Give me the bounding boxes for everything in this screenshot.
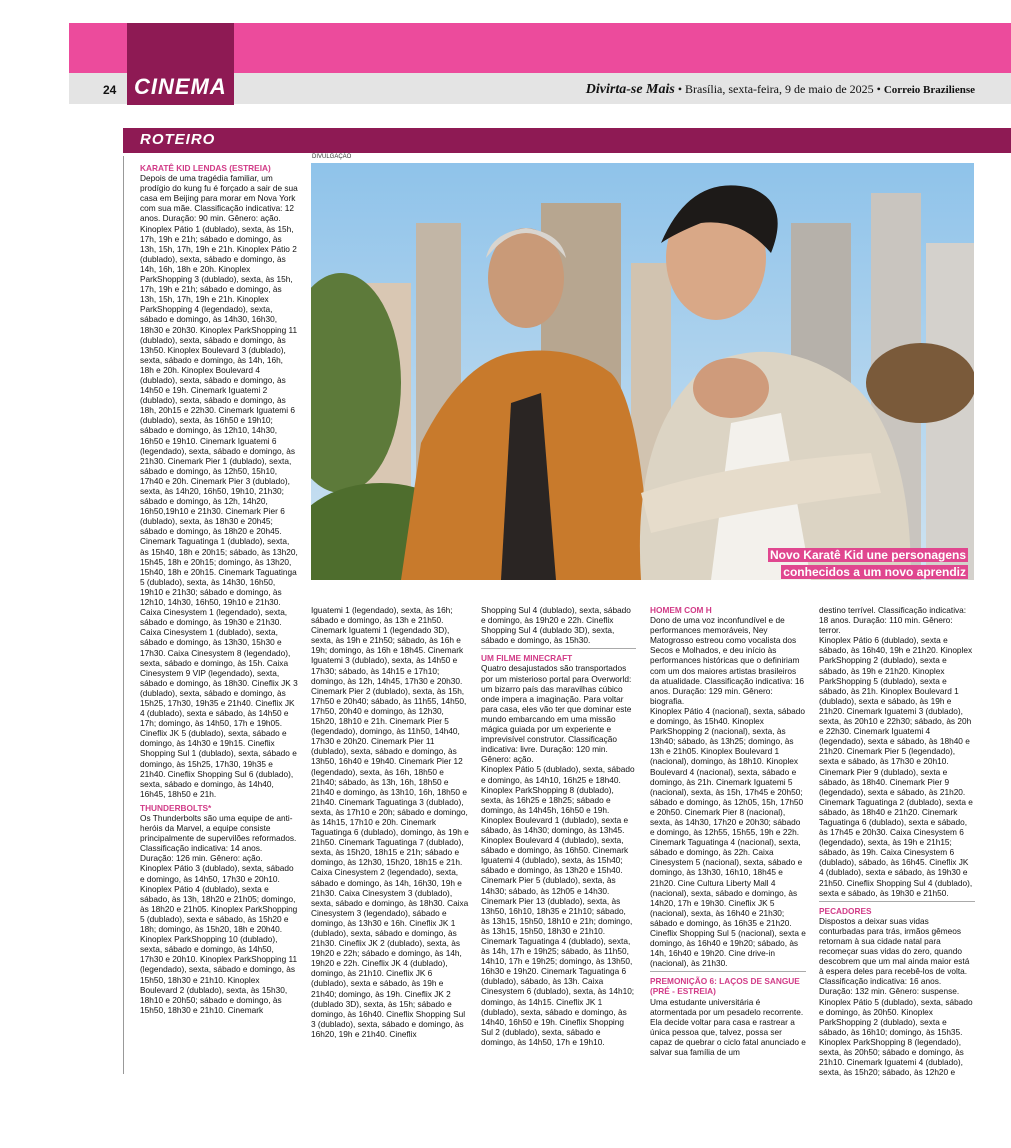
movie-synopsis: destino terrível. Classificação indicativa: 18 anos. Duração: 110 min. Gênero: terror. <box>819 605 967 636</box>
karate-kid-photo <box>311 163 974 580</box>
bullet: • <box>677 82 686 96</box>
caption-line-1: Novo Karatê Kid une personagens <box>769 548 966 562</box>
divider <box>819 901 975 902</box>
movie-sessions: Kinoplex Pátio 5 (dublado), sexta, sábado e domingo, às 14h10, 16h25 e 18h40. Kinoplex ParkShopping 8 (dublado), sexta, às 16h25 e 18h25; sábado e domingo, às 14h45h, 16h50 e 19h. Kinoplex Boulevard 1 (dublado), sexta e sábado, às 14h30; domingo, às 13h45. Kinoplex Boulevard 4 (dublado), sexta, sábado e domingo, às 16h50. Cinemark Iguatemi 4 (dublado), sexta, às 15h40; sábado e domingo, às 13h20 e 15h40. Cinemark Pier 5 (dublado), sexta, às 14h30; sábado, às 12h05 e 14h30. Cinemark Pier 13 (dublado), sexta, às 13h50, 16h10, 18h35 e 21h10; sábado, às 13h15, 15h50, 18h10 e 21h; domingo, às 13h15, 15h50, 18h30 e 21h10. Cinemark Taguatinga 4 (dublado), sexta, às 14h, 17h e 19h25; sábado, às 11h50, 14h10, 17h e 19h25; domingo, às 13h50, 16h30 e 19h20. Cinemark Taguatinga 6 (dublado), sábado, às 13h. Caixa Cinesystem 6 (dublado), sexta, às 14h10; domingo, às 14h15. Cineflix JK 1 (dublado), sexta, sábado e domingo, às 14h40, 16h50 e 19h. Cineflix Shopping Sul 2 (dublado), sexta, sábado e domingo, às 14h50, 17h e 19h10. <box>481 764 635 1047</box>
movie-sessions: Kinoplex Pátio 6 (dublado), sexta e sábado, às 16h40, 19h e 21h20. Kinoplex ParkShopping 2 (dublado), sexta e sábado, às 19h e 21h20. Kinoplex ParkShopping 5 (dublado), sexta e sábado, às 21h. Kinoplex Boulevard 1 (dublado), sexta e sábado, às 19h e 21h20. Cinemark Iguatemi 3 (dublado), sexta, às 20h10 e 22h30; sábado, às 20h e 22h30. Cinemark Iguatemi 4 (legendado), sexta e sábado, às 18h40 e 21h20. Cinemark Pier 5 (legendado), sexta e sábado, às 17h30 e 20h10. Cinemark Pier 9 (dublado), sexta e sábado, às 18h40. Cinemark Pier 9 (legendado), sexta e sábado, às 21h20. Cinemark Taguatinga 2 (dublado), sexta e sábado, às 18h40 e 21h20. Cinemark Taguatinga 6 (dublado), sexta e sábado, às 17h45 e 20h30. Caixa Cinesystem 6 (legendado), sexta, às 19h e 21h15; sábado, às 19h. Caixa Cinesystem 6 (dublado), sábado, às 16h45. Cineflix JK 4 (dublado), sexta e sábado, às 19h30 e 21h50. Cineflix Shopping Sul 4 (dublado), sexta e sábado, às 19h30 e 21h50. <box>819 635 973 898</box>
movie-synopsis: Depois de uma tragédia familiar, um prodígio do kung fu é forçado a sair de sua casa em Beijing para morar em Nova York com sua mãe. Classificação indicativa: 12 anos. Duração: 90 min. Gênero: ação. <box>140 173 298 224</box>
dateline: Brasília, sexta-feira, 9 de maio de 2025 <box>685 82 874 96</box>
page-number: 24 <box>103 83 117 97</box>
movie-sessions: Kinoplex Pátio 4 (nacional), sexta, sábado e domingo, às 15h40. Kinoplex ParkShopping 2 (nacional), sexta, às 13h40; sábado, às 13h25; domingo, às 13h e 21h05. Kinoplex Boulevard 1 (nacional), domingo, às 18h10. Kinoplex Boulevard 4 (nacional), sexta, sábado e domingo, às 21h. Cinemark Iguatemi 5 (nacional), sexta, às 15h, 17h45 e 20h50; sábado e domingo, às 12h05, 15h, 17h50 e 20h50. Cinemark Pier 8 (nacional), sexta, às 14h30, 17h20 e 20h30; sábado e domingo, às 12h55, 15h55, 19h e 22h. Cinemark Taguatinga 4 (nacional), sexta, sábado e domingo, às 22h. Caixa Cinesystem 5 (nacional), sexta, sábado e domingo, às 13h30, 16h10, 18h45 e 21h20. Cine Cultura Liberty Mall 4 (nacional), sexta, sábado e domingo, às 14h20, 17h e 19h30. Cineflix JK 5 (nacional), sexta, às 16h40 e 21h30; sábado e domingo, às 16h35 e 21h20. Cineflix Shopping Sul 5 (nacional), sexta e domingo, às 16h40 e 19h20; sábado, às 14h, 16h40 e 19h20. Cine drive-in (nacional), às 21h30. <box>650 705 806 969</box>
movie-sessions: Kinoplex Pátio 1 (dublado), sexta, às 15h, 17h, 19h e 21h; sábado e domingo, às 13h, 15h, 17h, 19h e 21h. Kinoplex Pátio 2 (dublado), sexta, sábado e domingo, às 14h, 16h, 18h e 20h. Kinoplex ParkShopping 3 (dublado), sexta, às 15h, 17h, 19h e 21h; sábado e domingo, às 13h, 15h, 17h, 19h e 21h. Kinoplex ParkShopping 4 (legendado), sexta, sábado e domingo, às 14h30, 16h30, 18h30 e 20h30. Kinoplex ParkShopping 11 (dublado), sexta, sábado e domingo, às 13h50. Kinoplex Boulevard 3 (dublado), sexta, sábado e domingo, às 14h, 16h, 18h e 20h. Kinoplex Boulevard 4 (dublado), sexta, sábado e domingo, às 14h50 e 19h. Cinemark Iguatemi 2 (dublado), sexta, sábado e domingo, às 18h, 20h15 e 22h30. Cinemark Iguatemi 6 (dublado), sexta, às 16h50 e 19h10; sábado e domingo, às 12h10, 14h30, 16h50 e 19h10. Cinemark Iguatemi 6 (legendado), sexta, sábado e domingo, às 21h30. Cinemark Pier 1 (dublado), sexta, sábado e domingo, às 12h50, 15h10, 17h40 e 20h. Cinemark Pier 3 (dublado), sexta, às 14h20, 16h50, 19h10, 21h30; sábado e domingo, às 12h, 14h20, 16h50,19h10 e 21h30. Cinemark Pier 6 (dublado), sexta, às 18h30 e 20h45; sábado e domingo, às 18h20 e 20h45. Cinemark Taguatinga 1 (dublado), sexta, às 15h40, 18h e 20h15; sábado, às 13h20, 15h45, 18h e 20h15; domingo, às 13h20, 15h40, 18h e 20h15. Cinemark Taguatinga 5 (dublado), sexta, às 14h30, 16h50, 19h10 e 21h30; sábado e domingo, às 12h10, 14h30, 16h50, 19h10 e 21h30. Caixa Cinesystem 1 (legendado), sexta, sábado e domingo, às 19h30 e 21h30. Caixa Cinesystem 1 (dublado), sexta, sábado e domingo, às 13h30, 15h30 e 17h30. Caixa Cinesystem 8 (legendado), sexta, sábado e domingo, às 15h. Caixa Cinesystem 9 VIP (legendado), sexta, sábado e domingo, às 18h30. Cineflix JK 3 (dublado), sexta, sábado e domingo, às 15h25, 17h30, 19h35 e 21h40. Cineflix JK 4 (dublado), sexta e sábado, às 14h50 e 17h; domingo, às 14h50, 17h e 19h05. Cineflix JK 5 (dublado), sexta, sábado e domingo, às 14h30 e 19h15. Cineflix Shopping Sul 1 (dublado), sexta, sábado e domingo, às 15h25, 17h30, 19h35 e 21h40. Cineflix Shopping Sul 6 (dublado), sexta, sábado e domingo, às 14h40, 16h45, 18h50 e 21h. <box>140 223 298 799</box>
caption-line-2: conhecidos a um novo aprendiz <box>783 565 966 579</box>
photo-caption <box>751 547 968 581</box>
listings-column-4 <box>650 605 806 1057</box>
publication-name: Divirta-se Mais <box>585 82 675 97</box>
newspaper-name: Correio Braziliense <box>883 84 975 96</box>
movie-title: KARATÊ KID LENDAS (ESTREIA) <box>140 163 271 173</box>
movie-synopsis: Dispostos a deixar suas vidas conturbadas para trás, irmãos gêmeos retornam à sua cidade natal para recomeçar suas vidas do zero, quando descobrem que um mal ainda maior está à espera deles para recebê-los de volta. Classificação indicativa: 16 anos. Duração: 132 min. Gênero: suspense. <box>819 915 970 997</box>
listings-column-2 <box>311 605 469 1039</box>
movie-title: THUNDERBOLTS* <box>140 802 212 813</box>
roteiro-bar <box>123 128 1011 153</box>
section-title: CINEMA <box>134 74 227 99</box>
movie-synopsis: Dono de uma voz inconfundível e de performances memoráveis, Ney Matogrosso estreou como vocalista dos Secos e Molhados, e deu início às performances históricas que o definiriam com um dos maiores artistas brasileiros da atualidade. Classificação indicativa: 16 anos. Duração: 129 min. Gênero: biografia. <box>650 615 805 706</box>
movie-title: UM FILME MINECRAFT <box>481 653 573 664</box>
listings-column-5 <box>819 605 975 1077</box>
movie-synopsis: Quatro desajustados são transportados por um misterioso portal para Overworld: um bizarro país das maravilhas cúbico onde impera a imaginação. Para voltar para casa, eles vão ter que dominar este mundo embarcando em uma missão mágica guiada por um experiente e imprevisível construtor. Classificação indicativa: livre. Duração: 120 min. Gênero: ação. <box>481 663 632 765</box>
header-dateline-block <box>586 82 975 98</box>
listings-column-1 <box>140 163 298 1015</box>
movie-title: HOMEM COM H <box>650 605 712 615</box>
movie-sessions: Kinoplex Pátio 5 (dublado), sexta, sábado e domingo, às 20h50. Kinoplex ParkShopping 2 (dublado), sexta e sábado, às 16h10; domingo, às 15h35. Kinoplex ParkShopping 8 (legendado), sexta, às 20h50; sábado e domingo, às 21h10. Cinemark Iguatemi 4 (dublado), sexta, às 15h20; sábado, às 12h20 e <box>819 996 973 1078</box>
photo-credit: DIVULGAÇÃO <box>312 154 352 160</box>
movie-synopsis: Os Thunderbolts são uma equipe de anti-heróis da Marvel, a equipe consiste principalmente de supervilões reformados. Classificação indicativa: 14 anos. Duração: 126 min. Gênero: ação. <box>140 813 297 864</box>
movie-synopsis: Uma estudante universitária é atormentada por um pesadelo recorrente. Ela decide voltar para casa e rastrear a única pessoa que, talvez, possa ser capaz de quebrar o ciclo fatal anunciado e salvar sua família de um <box>650 996 806 1058</box>
movie-sessions: Iguatemi 1 (legendado), sexta, às 16h; sábado e domingo, às 13h e 21h50. Cinemark Iguatemi 1 (legendado 3D), sexta, às 19h e 21h50; sábado, às 16h e 19h; domingo, às 16h e 18h45. Cinemark Iguatemi 3 (dublado), sexta, às 14h50 e 17h30; sábado, às 14h15 e 17h10; domingo, às 12h, 14h45, 17h30 e 20h30. Cinemark Pier 2 (dublado), sexta, às 15h, 17h50 e 20h40; sábado, às 11h55, 14h50, 17h50, 20h40 e domingo, às 12h30, 15h20, 18h10 e 21h. Cinemark Pier 5 (legendado), domingo, às 11h50, 14h40, 17h30 e 20h20. Cinemark Pier 11 (dublado), sexta, sábado e domingo, às 13h50, 16h40 e 19h40. Cinemark Pier 12 (legendado), sexta, às 16h, 18h50 e 21h40; sábado, às 13h, 16h, 18h50 e 21h40 e domingo, às 13h10, 16h, 18h50 e 21h40. Cinemark Taguatinga 3 (dublado), sexta, às 17h10 e 20h; sábado e domingo, às 14h15, 17h10 e 20h. Cinemark Taguatinga 6 (dublado), domingo, às 19h e 21h50. Cinemark Taguatinga 7 (dublado), sexta, às 15h20, 18h15 e 21h; sábado e domingo, às 12h30, 15h20, 18h15 e 21h. Caixa Cinesystem 2 (legendado), sexta, sábado e domingo, às 14h, 16h30, 19h e 21h30. Caixa Cinesystem 3 (dublado), sexta, sábado e domingo, às 18h30. Caixa Cinesystem 3 (legendado), sábado e domingo, às 13h30 e 16h. Cineflix JK 1 (dublado), sexta, sábado e domingo, às 21h30. Cineflix JK 2 (dublado), sexta, às 19h20 e 22h; sábado e domingo, às 14h, 19h20 e 22h. Cineflix JK 4 (dublado), domingo, às 21h10. Cineflix JK 6 (dublado), sexta e sábado, às 19h e 21h40; domingo, às 19h. Cineflix JK 2 (dublado 3D), sexta, às 15h; sábado e domingo, às 16h40. Cineflix Shopping Sul 3 (dublado), sexta, sábado e domingo, às 16h20, 19h e 21h40. Cineflix <box>311 605 469 1039</box>
divider <box>481 648 636 649</box>
movie-title: PECADORES <box>819 905 872 916</box>
column-rule <box>123 156 124 1074</box>
movie-sessions: Kinoplex Pátio 3 (dublado), sexta, sábado e domingo, às 14h50, 17h30 e 20h10. Kinoplex Pátio 4 (dublado), sexta e sábado, às 13h, 18h20 e 21h05; domingo, às 18h20 e 21h05. Kinoplex ParkShopping 5 (dublado), sexta e sábado, às 15h20 e 18h; domingo, às 15h20, 18h e 20h40. Kinoplex ParkShopping 10 (dublado), sexta, sábado e domingo, às 14h50, 17h30 e 20h10. Kinoplex ParkShopping 11 (legendado), sexta, sábado e domingo, às 15h50, 18h30 e 21h10. Kinoplex Boulevard 2 (dublado), sexta, às 15h30, 18h10 e 20h50; sábado e domingo, às 15h50, 18h30 e 21h10. Cinemark <box>140 863 298 1015</box>
bullet: • <box>876 82 884 96</box>
listings-column-3 <box>481 605 636 1047</box>
roteiro-title: ROTEIRO <box>140 131 216 148</box>
divider <box>650 971 806 972</box>
movie-title: PREMONIÇÃO 6: LAÇOS DE SANGUE (PRÉ - ESTREIA) <box>650 976 800 997</box>
movie-sessions: Shopping Sul 4 (dublado), sexta, sábado e domingo, às 19h20 e 22h. Cineflix Shopping Sul 4 (dublado 3D), sexta, sábado e domingo, às 15h30. <box>481 605 631 646</box>
